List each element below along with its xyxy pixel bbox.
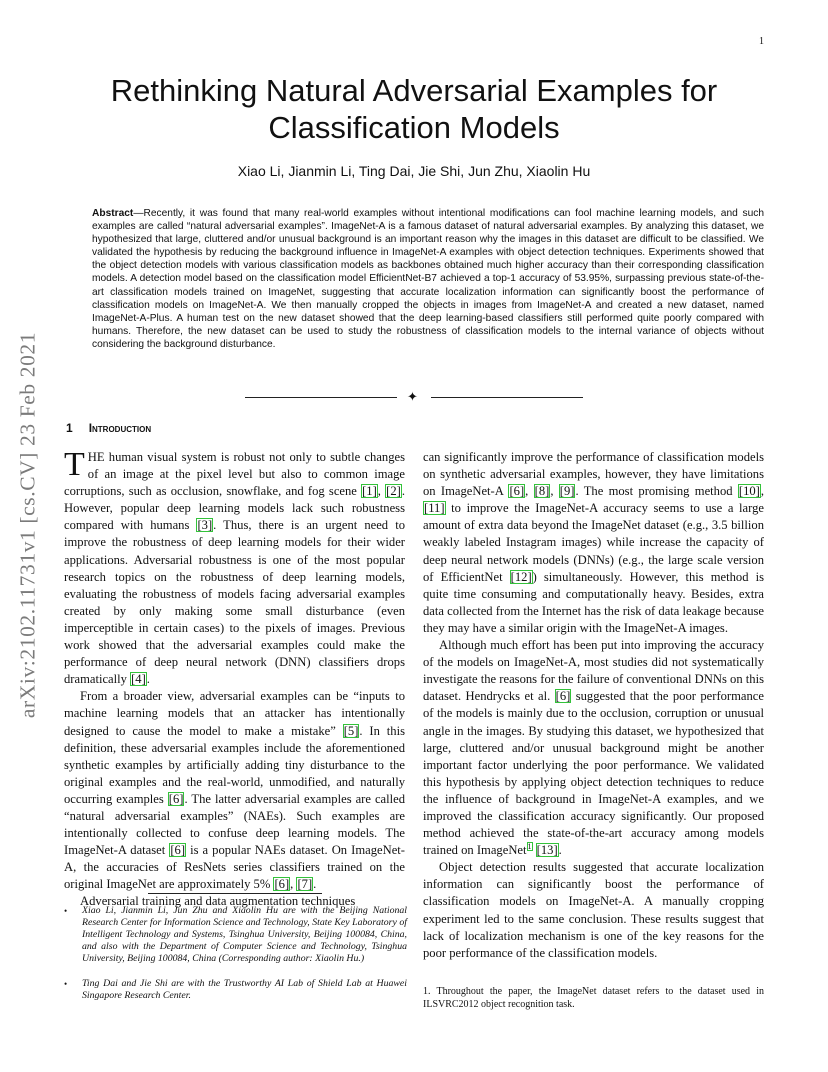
footnote-rule xyxy=(148,893,322,894)
abstract xyxy=(92,207,764,351)
affiliation-note: Xiao Li, Jianmin Li, Jun Zhu and Xiaolin Hu are with the Beijing National Research Center for Information Science and Technology, State Key Laboratory of Intelligent Technology and Systems, Tsinghua University, Beijing 100084, China, and also with the Department of Computer Science and Technology, Tsinghua University, Beijing 100084, China (Corresponding author: Xiaolin Hu.) xyxy=(82,905,407,965)
right-column xyxy=(423,449,764,962)
page-number: 1 xyxy=(759,36,764,47)
paper-title xyxy=(60,72,768,146)
text-run: , xyxy=(377,484,386,499)
separator-line-left xyxy=(245,397,397,398)
arxiv-id-text: arXiv:2102.11731v1 [cs.CV] 23 Feb 2021 xyxy=(15,331,40,719)
text-run: ) simultaneously. However, this method is quite time consuming and computationally heavy. Besides, extra data collected from the Internet has the risk of data leakage because they may have a similar origin with the ImageNet-A images. xyxy=(423,569,764,635)
text-run: , xyxy=(760,484,765,499)
section-separator xyxy=(245,391,583,403)
text-run: , xyxy=(525,484,534,499)
text-run: . The latter adversarial examples are called “natural adversarial examples” (NAEs). Such examples are intentionally collected to confuse deep learning models. The ImageNet-A dataset xyxy=(64,791,406,858)
text-run: . Thus, there is an urgent need to improve the robustness of deep learning models for their wider applications. Adversarial robustness is one of the most popular research topics on the robustness of deep learning models, evaluating the robustness of models facing adversarial examples created by only making some small disturbance (even imperceptible in certain cases) to the pixels of images. Previous work showed that the adversarial examples could make the performance of deep neural network (DNN) classifiers drops dramatically xyxy=(64,518,405,687)
text-run: HE human visual system is robust not only to subtle changes of an image at the pixel level but also to common image corruptions, such as occlusion, snowflake, and fog scene xyxy=(64,450,405,499)
citation-link[interactable]: [1] xyxy=(362,484,377,499)
citation-link[interactable]: [12] xyxy=(510,569,532,584)
citation-link[interactable]: [6] xyxy=(509,484,525,499)
text-run: From a broader view, adversarial examples can be “inputs to machine learning models that an attacker has intentionally designed to cause the model to make a mistake” xyxy=(64,689,405,738)
footnote-link[interactable]: 1 xyxy=(527,841,532,851)
text-run: , xyxy=(290,877,297,892)
paragraph xyxy=(64,688,405,893)
title-line-2: Classification Models xyxy=(268,110,560,145)
citation-link[interactable]: [13] xyxy=(536,843,558,858)
text-run: suggested that the poor performance of the models is mainly due to the occlusion, corruption or unusual angle in the images. By studying this dataset, we hypothesized that large, cluttered and/or unusual background might be another important factor underlying the poor performance. We validated this hypothesis by applying object detection techniques to reduce the influence of background in ImageNet-A examples, and we improved the classification accuracy significantly. Our proposed method achieved the state-of-the-art accuracy among models trained on ImageNet xyxy=(423,689,764,858)
paragraph xyxy=(423,637,764,859)
arxiv-identifier xyxy=(6,290,50,760)
bullet-icon: • xyxy=(64,906,68,916)
diamond-icon: ✦ xyxy=(407,389,418,404)
paragraph xyxy=(423,449,764,637)
citation-link[interactable]: [4] xyxy=(131,672,146,687)
citation-link[interactable]: [9] xyxy=(559,484,575,499)
paragraph xyxy=(64,446,406,688)
citation-link[interactable]: [7] xyxy=(297,877,313,892)
section-heading xyxy=(66,421,151,435)
left-column xyxy=(64,446,406,911)
bullet-icon: • xyxy=(64,979,68,989)
text-run: . However, popular deep learning models lack such robustness compared with humans xyxy=(64,484,406,533)
citation-link[interactable]: [5] xyxy=(343,723,359,738)
paragraph: Adversarial training and data augmentation techniques xyxy=(80,894,356,909)
abstract-text: —Recently, it was found that many real-world examples without intentional modifications can fool machine learning models, and such examples are called “natural adversarial examples”. ImageNet-A is a famous dataset of natural adversarial examples. By analyzing this dataset, we hypothesized that large, cluttered and/or unusual background is an important reason why the images in this dataset are difficult to be classified. We validated the hypothesis by reducing the background influence in ImageNet-A examples with object detection techniques. Experiments showed that the object detection models with various classification models as backbones obtained much higher accuracy than their corresponding classification models. A detection model based on the classification model EfficientNet-B7 achieved a top-1 accuracy of 53.95%, surpassing previous state-of-the-art classification models trained on ImageNet, suggesting that accurate localization information can significantly boost the performance of classification models on ImageNet-A. We then manually cropped the objects in images from ImageNet-A and created a new dataset, named ImageNet-A-Plus. A human test on the new dataset showed that the deep learning-based classifiers still performed quite poorly compared with humans. Therefore, the new dataset can be used to study the robustness of classification models to the internal variance of objects without considering the background disturbance. xyxy=(92,208,764,350)
drop-cap: T xyxy=(64,446,85,483)
citation-link[interactable]: [11] xyxy=(424,501,445,516)
abstract-label: Abstract xyxy=(92,208,134,219)
text-run: . In this definition, these adversarial examples include the aforementioned synthetic examples by artificially adding tiny disturbance to the original examples and the real-world, unmodified, and naturally occurring examples xyxy=(64,723,405,806)
citation-link[interactable]: [6] xyxy=(555,689,571,704)
text-run: to improve the ImageNet-A accuracy seems to use a large amount of extra data beyond the ImageNet dataset (e.g., 3.5 billion weakly labeled Instagram images) while increase the capacity of deep neural network models (DNNs) (e.g., the large scale version of EfficientNet xyxy=(423,501,764,584)
affiliation-note: Ting Dai and Jie Shi are with the Trustworthy AI Lab of Shield Lab at Huawei Singapore Research Center. xyxy=(82,978,407,1002)
author-list: Xiao Li, Jianmin Li, Ting Dai, Jie Shi, Jun Zhu, Xiaolin Hu xyxy=(237,163,591,179)
text-run: , xyxy=(550,484,559,499)
citation-link[interactable]: [2] xyxy=(386,484,401,499)
citation-link[interactable]: [6] xyxy=(274,877,290,892)
section-title: Introduction xyxy=(88,421,152,435)
text-run: . xyxy=(558,843,562,858)
citation-link[interactable]: [10] xyxy=(738,484,760,499)
citation-link[interactable]: [8] xyxy=(534,484,550,499)
citation-link[interactable]: [3] xyxy=(197,518,213,533)
citation-link[interactable]: [6] xyxy=(170,843,186,858)
text-run: . xyxy=(313,877,317,892)
section-number: 1 xyxy=(66,421,73,435)
text-run: . xyxy=(146,672,150,687)
citation-link[interactable]: [6] xyxy=(168,791,184,806)
text-run: . The most promising method xyxy=(575,484,738,499)
text-run: Although much effort has been put into improving the accuracy of the models on ImageNet-A, most studies did not systematically investigate the reasons for the failure of conventional DNNs on this dataset. Hendrycks et al. xyxy=(423,638,764,704)
paragraph: Object detection results suggested that accurate localization information can significantly boost the performance of classification models on ImageNet-A. A manually cropping experiment led to the same conclusion. These results suggest that lack of localization mechanism is one of the key reasons for the poor performance of the classification models. xyxy=(423,860,764,960)
footnote: 1. Throughout the paper, the ImageNet dataset refers to the dataset used in ILSVRC2012 object recognition task. xyxy=(423,986,764,1010)
text-run: is a popular NAEs dataset. On ImageNet-A, the accuracies of ResNets series classifiers trained on the original ImageNet are approximately 5% xyxy=(64,843,405,892)
title-line-1: Rethinking Natural Adversarial Examples for xyxy=(110,73,718,108)
text-run: can significantly improve the performance of classification models on synthetic adversarial examples, however, they have limitations on ImageNet-A xyxy=(423,450,764,499)
separator-line-right xyxy=(431,397,583,398)
